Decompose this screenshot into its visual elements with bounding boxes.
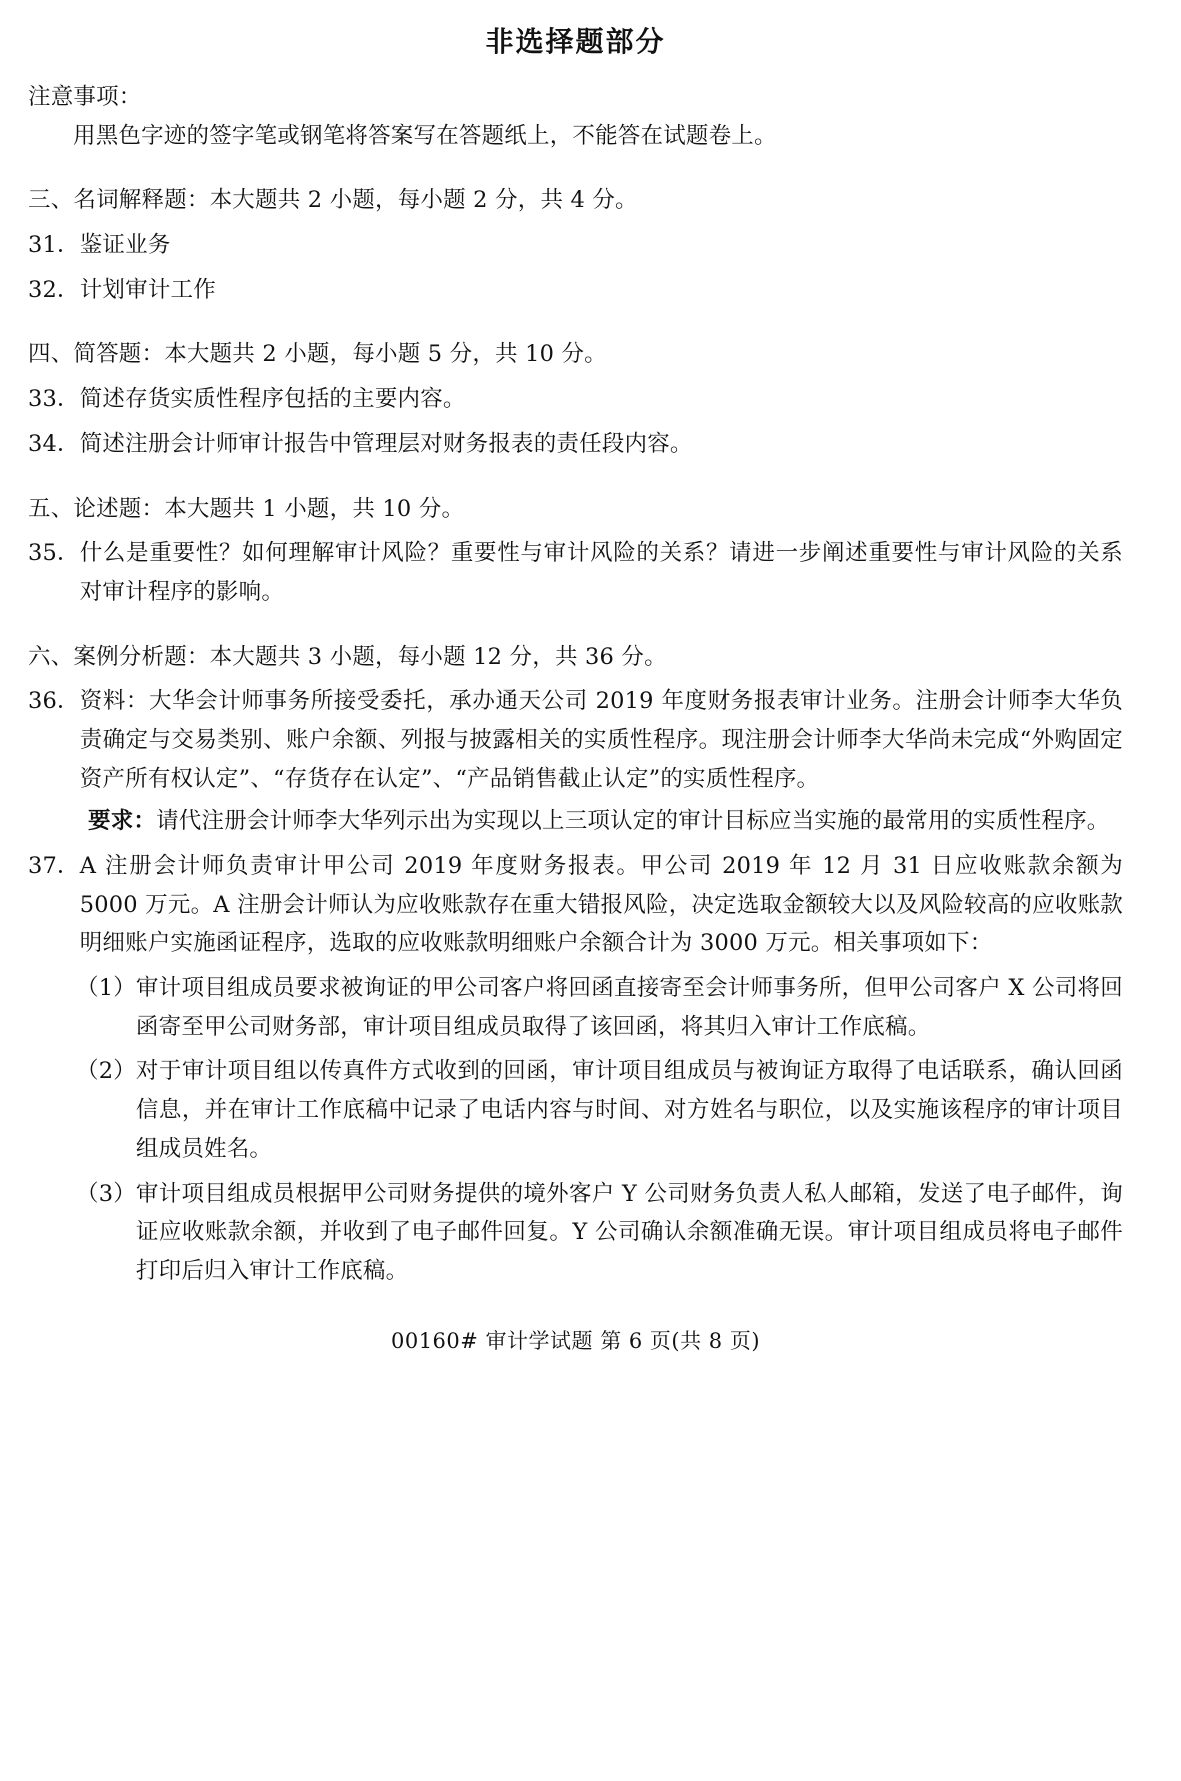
item-marker: （1）: [76, 975, 136, 1002]
notice-text: 用黑色字迹的签字笔或钢笔将答案写在答题纸上，不能答在试题卷上。: [73, 122, 777, 149]
question-36-marker: 36．: [28, 688, 80, 715]
section-three-heading: 三、名词解释题：本大题共 2 小题，每小题 2 分，共 4 分。: [28, 187, 638, 214]
item-text: 对于审计项目组以传真件方式收到的回函，审计项目组成员与被询证方取得了电话联系，确认回函信息，并在审计工作底稿中记录了电话内容与时间、对方姓名与职位，以及实施该程序的审计项目组成员姓名。: [135, 1058, 1123, 1162]
question-33: 33．简述存货实质性程序包括的主要内容。: [28, 386, 466, 413]
question-37-marker: 37．: [28, 853, 80, 879]
question-31: 31．鉴证业务: [28, 232, 171, 259]
section-four-heading: 四、简答题：本大题共 2 小题，每小题 5 分，共 10 分。: [28, 341, 607, 368]
question-36-requirement: [28, 802, 1123, 841]
section-five-heading: 五、论述题：本大题共 1 小题，共 10 分。: [28, 495, 465, 522]
question-35-marker: 35．: [28, 540, 80, 567]
notice-label: 注意事项：: [28, 84, 142, 110]
item-text: 审计项目组成员根据甲公司财务提供的境外客户 Y 公司财务负责人私人邮箱，发送了电子邮件，询证应收账款余额，并收到了电子邮件回复。Y 公司确认余额准确无误。审计项目组成员将电子邮件打印后归入审计工作底稿。: [135, 1180, 1123, 1284]
question-37: [28, 847, 1123, 963]
page-title: 非选择题部分: [485, 25, 666, 58]
question-36-text: 资料：大华会计师事务所接受委托，承办通天公司 2019 年度财务报表审计业务。注册会计师李大华负责确定与交易类别、账户余额、列报与披露相关的实质性程序。现注册会计师李大华尚未完成“外购固定资产所有权认定”、“存货存在认定”、“产品销售截止认定”的实质性程序。: [79, 688, 1123, 792]
question-37-item-1: [28, 969, 1123, 1046]
question-36-requirement-text: 请代注册会计师李大华列示出为实现以上三项认定的审计目标应当实施的最常用的实质性程序。: [156, 808, 1110, 835]
page-footer: 00160# 审计学试题 第 6 页(共 8 页): [390, 1328, 761, 1353]
item-marker: （2）: [76, 1058, 136, 1085]
question-37-item-2: [28, 1052, 1123, 1168]
question-34: 34．简述注册会计师审计报告中管理层对财务报表的责任段内容。: [28, 430, 693, 457]
question-37-text: A 注册会计师负责审计甲公司 2019 年度财务报表。甲公司 2019 年 12 月 31 日应收账款余额为 5000 万元。A 注册会计师认为应收账款存在重大错报风险，决定选取金额较大以及风险较高的应收账款明细账户实施函证程序，选取的应收账款明细账户余额合计为 3000 万元。相关事项如下：: [79, 853, 1123, 957]
item-text: 审计项目组成员要求被询证的甲公司客户将回函直接寄至会计师事务所，但甲公司客户 X 公司将回函寄至甲公司财务部，审计项目组成员取得了该回函，将其归入审计工作底稿。: [135, 975, 1123, 1040]
question-36: [28, 682, 1123, 798]
section-six-heading: 六、案例分析题：本大题共 3 小题，每小题 12 分，共 36 分。: [28, 643, 667, 670]
item-marker: （3）: [76, 1180, 136, 1207]
question-36-requirement-label: 要求：: [88, 808, 157, 835]
question-32: 32．计划审计工作: [28, 276, 216, 303]
question-37-item-3: [28, 1175, 1123, 1291]
question-35: [28, 534, 1123, 611]
question-35-text: 什么是重要性？如何理解审计风险？重要性与审计风险的关系？请进一步阐述重要性与审计风险的关系对审计程序的影响。: [79, 540, 1123, 605]
